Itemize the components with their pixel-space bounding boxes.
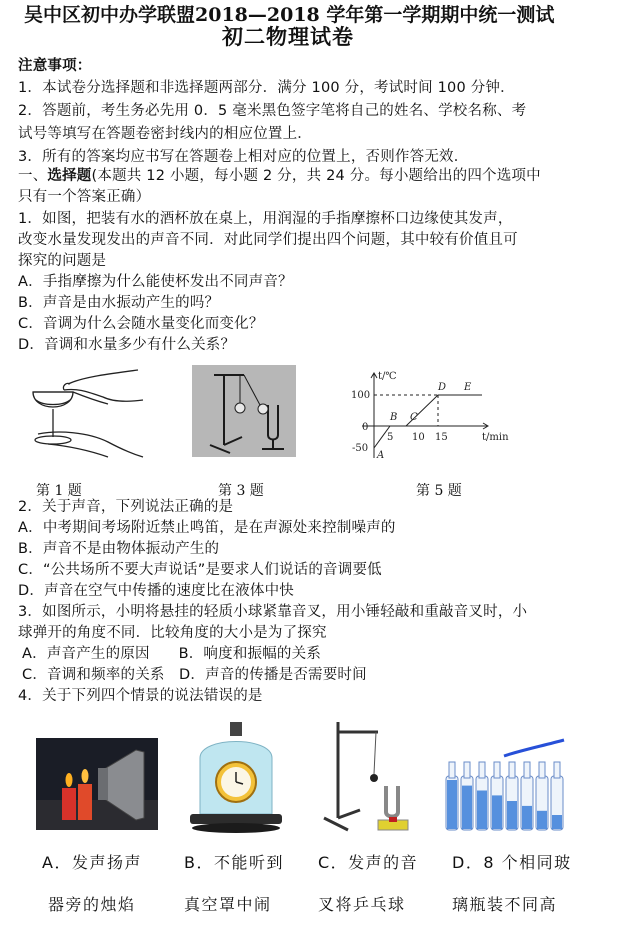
notes-heading: 注意事项： — [18, 58, 92, 74]
glass-bottles-photo — [442, 736, 568, 832]
graph-point-d: D — [438, 382, 447, 393]
q4-caption-c-line2: 叉将乒乓球 — [318, 895, 406, 914]
q4-caption-b-line1: B．不能听到 — [184, 853, 284, 872]
temperature-graph-figure — [342, 370, 509, 462]
q2-option-c: C．“公共场所不要大声说话”是要求人们说话的音调要低 — [18, 562, 382, 578]
q1-line1: 1．如图，把装有水的酒杯放在桌上，用润湿的手指摩擦杯口边缘使其发声， — [18, 211, 513, 227]
note-item-2: 2．答题前，考生务必先用 0．5 毫米黑色签字笔将自己的姓名、学校名称、考 — [18, 103, 527, 119]
bell-jar-photo — [186, 718, 286, 836]
graph-point-b: B — [390, 412, 398, 423]
q1-line2: 改变水量发现发出的声音不同．对此同学们提出四个问题，其中较有价值且可 — [18, 232, 518, 248]
graph-x-tick-5: 5 — [387, 432, 394, 443]
bottle-water — [447, 780, 457, 829]
figure-caption-q5: 第 5 题 — [416, 483, 462, 499]
tuning-fork-ball-photo — [316, 714, 416, 836]
q3-line2: 球弹开的角度不同．比较角度的大小是为了探究 — [18, 625, 327, 641]
q2-stem: 2．关于声音，下列说法正确的是 — [18, 499, 234, 515]
q4-caption-c-line1: C．发声的音 — [318, 853, 419, 872]
q2-option-b: B．声音不是由物体振动产生的 — [18, 541, 220, 557]
graph-y-tick-neg50: -50 — [352, 443, 369, 454]
section1-name: 选择题 — [47, 168, 92, 184]
q4-caption-d-line2: 璃瓶装不同高 — [452, 895, 558, 914]
graph-x-tick-15: 15 — [435, 432, 448, 443]
bottle-neck — [449, 762, 455, 778]
exam-title-line1: 吴中区初中办学联盟2018—2018 学年第一学期期中统一测试 — [24, 4, 555, 26]
q3-options-row1: A．声音产生的原因 B．响度和振幅的关系 — [22, 646, 322, 662]
note-item-1: 1．本试卷分选择题和非选择题两部分．满分 100 分，考试时间 100 分钟． — [18, 80, 515, 96]
q4-caption-b-line2: 真空罩中闹 — [184, 895, 272, 914]
wine-glass-figure — [28, 362, 148, 462]
q4-caption-a-line2: 器旁的烛焰 — [48, 895, 136, 914]
graph-point-a: A — [377, 450, 385, 461]
bottle-water — [552, 815, 562, 829]
q3-options-row2: C．音调和频率的关系 D．声音的传播是否需要时间 — [22, 667, 367, 683]
q2-option-a: A．中考期间考场附近禁止鸣笛，是在声源处来控制噪声的 — [18, 520, 396, 536]
q4-stem: 4．关于下列四个情景的说法错误的是 — [18, 688, 263, 704]
bottle-neck — [554, 762, 560, 778]
bottle-neck — [524, 762, 530, 778]
note-item-3: 3．所有的答案均应书写在答题卷上相对应的位置上，否则作答无效． — [18, 149, 469, 165]
figure-caption-q3: 第 3 题 — [218, 483, 264, 499]
speaker-candle-photo — [36, 738, 158, 830]
q1-line3: 探究的问题是 — [18, 253, 107, 269]
bottle-neck — [464, 762, 470, 778]
graph-y-tick-100: 100 — [351, 390, 371, 401]
graph-x-label: t/min — [482, 432, 509, 443]
bottle-group — [446, 762, 563, 830]
graph-point-c: C — [410, 412, 418, 423]
q3-line1: 3．如图所示，小明将悬挂的轻质小球紧靠音叉，用小锤轻敲和重敲音叉时，小 — [18, 604, 528, 620]
graph-x-tick-10: 10 — [412, 432, 425, 443]
bottle-water — [537, 811, 547, 829]
graph-y-label: t/℃ — [378, 371, 397, 382]
section1-intro-line2: 只有一个答案正确） — [18, 189, 151, 205]
bottle-water — [507, 801, 517, 829]
tuning-fork-figure — [192, 365, 296, 457]
bottle-neck — [494, 762, 500, 778]
exam-title-line2: 初二物理试卷 — [222, 24, 354, 49]
q1-option-c: C．音调为什么会随水量变化而变化？ — [18, 316, 264, 332]
bottle-water — [477, 791, 487, 830]
section1-intro — [18, 167, 541, 185]
q1-option-a: A．手指摩擦为什么能使杯发出不同声音？ — [18, 274, 293, 290]
q2-option-d: D．声音在空气中传播的速度比在液体中快 — [18, 583, 294, 599]
figure-caption-q1: 第 1 题 — [36, 483, 82, 499]
note-item-2-cont: 试号等填写在答题卷密封线内的相应位置上． — [18, 126, 312, 142]
q4-caption-d-line1: D．8 个相同玻 — [452, 853, 572, 872]
bottle-water — [522, 806, 532, 829]
bottle-water — [462, 786, 472, 829]
graph-y-tick-0: 0 — [362, 422, 369, 433]
graph-point-e: E — [464, 382, 472, 393]
bottle-water — [492, 795, 502, 829]
section1-intro-rest: (本题共 12 小题，每小题 2 分，共 24 分。每小题给出的四个选项中 — [91, 168, 541, 184]
q4-caption-a-line1: A．发声扬声 — [42, 853, 142, 872]
bottle-neck — [509, 762, 515, 778]
q1-option-d: D．音调和水量多少有什么关系？ — [18, 337, 236, 353]
bottle-neck — [479, 762, 485, 778]
bottle-neck — [539, 762, 545, 778]
section1-prefix: 一、 — [18, 168, 48, 184]
q1-option-b: B．声音是由水振动产生的吗？ — [18, 295, 220, 311]
